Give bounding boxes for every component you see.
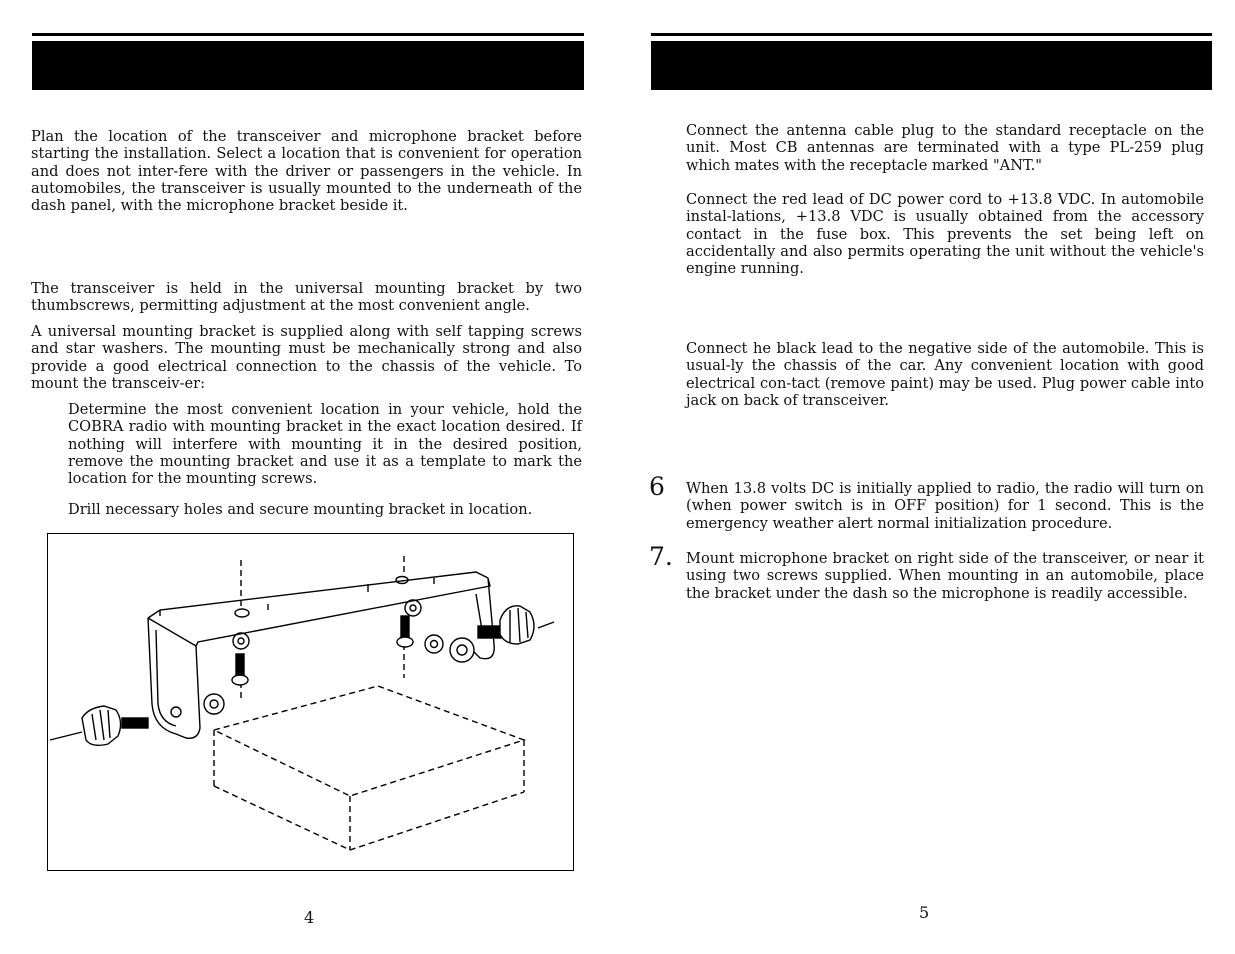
- right-thumbscrew: [425, 606, 554, 662]
- left-paragraph-determine: Determine the most convenient location in your vehicle, hold the COBRA radio with mounting bracket in the exact location desired. If nothing will interfere with mounting it in the desired position, remove the mounting bracket and use it as a template to mark the location for the mounting screws.: [68, 401, 582, 488]
- right-paragraph-red-lead: Connect the red lead of DC power cord to +13.8 VDC. In automobile instal-lations, +13.8 VDC is usually obtained from the accessory contact in the fuse box. This prevents the set being left on accidentally and also permits operating the unit without the vehicle's engine running.: [686, 191, 1204, 278]
- right-paragraph-black-lead: Connect he black lead to the negative side of the automobile. This is usual-ly the chassis of the car. Any convenient location with good electrical con-tact (remove paint) may be used. Plug power cable into jack on back of transceiver.: [686, 340, 1204, 409]
- bracket-body: [148, 572, 494, 738]
- step-6-text: When 13.8 volts DC is initially applied to radio, the radio will turn on (when power switch is in OFF position) for 1 second. This is the emergency weather alert normal initialization procedure.: [686, 480, 1204, 532]
- left-paragraph-drill: Drill necessary holes and secure mounting bracket in location.: [68, 501, 533, 518]
- step-number-6: 6: [649, 472, 665, 501]
- step-number-7: 7.: [649, 542, 673, 571]
- step-7-text: Mount microphone bracket on right side of the transceiver, or near it using two screws supplied. When mounting in an automobile, place the bracket under the dash so the microphone is readily accessible.: [686, 550, 1204, 602]
- mounting-bracket-figure: [47, 533, 574, 871]
- mounting-bracket-diagram: [48, 534, 573, 870]
- transceiver-outline: [214, 686, 524, 850]
- left-header-rule: [32, 33, 584, 36]
- left-header-bar: [32, 41, 584, 90]
- right-header-bar: [651, 41, 1212, 90]
- right-paragraph-antenna: Connect the antenna cable plug to the standard receptacle on the unit. Most CB antennas are terminated with a type PL-259 plug which mates with the receptacle marked "ANT.": [686, 122, 1204, 174]
- page-number-right: 5: [919, 903, 930, 922]
- left-paragraph-bracket: A universal mounting bracket is supplied along with self tapping screws and star washers. The mounting must be mechanically strong and also provide a good electrical connection to the chassis of the vehicle. To mount the transceiv-er:: [31, 323, 582, 392]
- left-paragraph-thumbscrews: The transceiver is held in the universal mounting bracket by two thumbscrews, permitting adjustment at the most convenient angle.: [31, 280, 582, 315]
- left-paragraph-location: Plan the location of the transceiver and microphone bracket before starting the installation. Select a location that is convenient for operation and does not inter-fere with the driver or passengers in the vehicle. In automobiles, the transceiver is usually mounted to the underneath of the dash panel, with the microphone bracket beside it.: [31, 128, 582, 215]
- star-washers: [233, 600, 421, 649]
- right-header-rule: [651, 33, 1212, 36]
- left-thumbscrew: [50, 694, 224, 745]
- mounting-screws: [232, 616, 413, 685]
- alignment-lines: [241, 556, 404, 700]
- page-number-left: 4: [304, 908, 315, 927]
